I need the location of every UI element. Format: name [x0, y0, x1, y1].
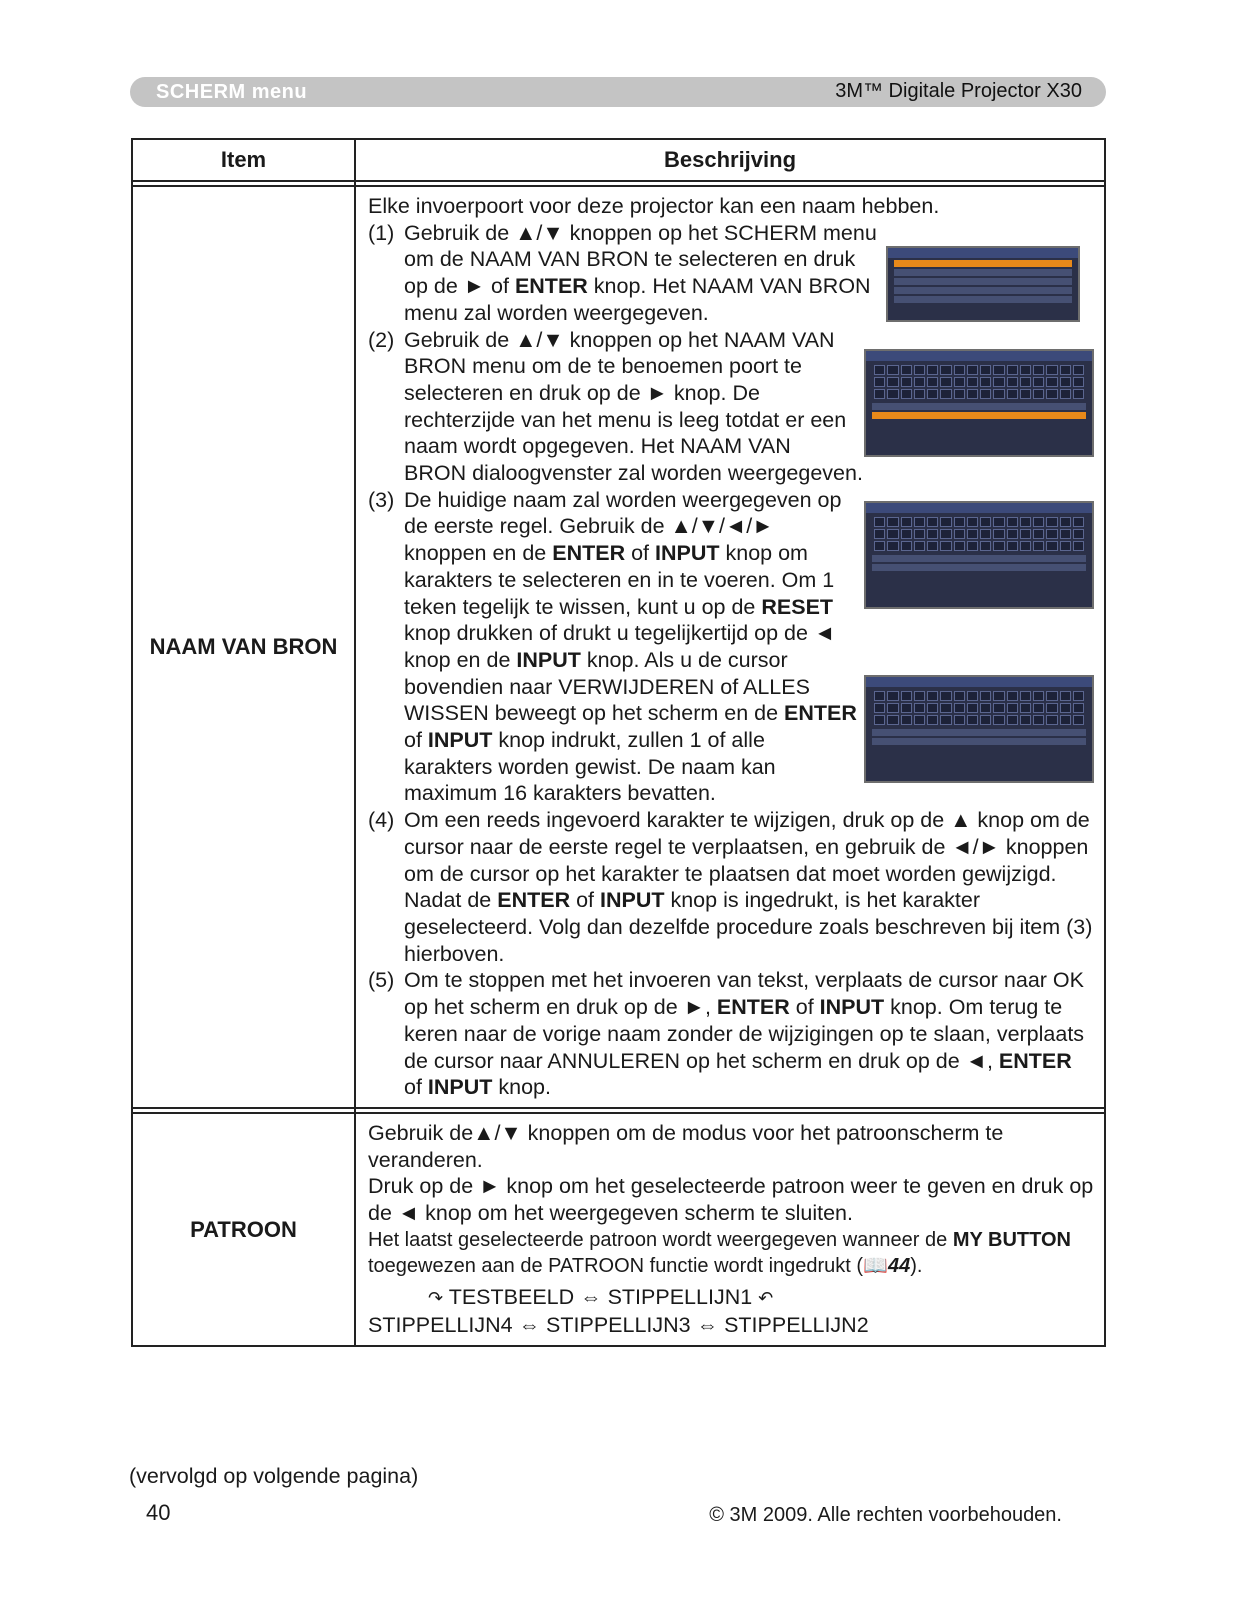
naam-dialog-screenshot-2: [864, 501, 1094, 609]
continued-note: (vervolgd op volgende pagina): [129, 1464, 419, 1488]
pattern-cycle: ↷ TESTBEELD ⇔ STIPPELLIJN1 ↶ STIPPELLIJN4 ⇔ STIPPELLIJN3 ⇔ STIPPELLIJN2: [368, 1285, 869, 1337]
step-2: (2) Gebruik de ▲/▼ knoppen op het NAAM VAN BRON menu om de te benoemen poort te selecteren en druk op de ► knop. De rechterzijde van het menu is leeg totdat er een naam wordt opgegeven. Het NAAM VAN BRON dialoogvenster zal worden weergegeven.: [368, 327, 1094, 487]
naam-dialog-screenshot-1: [864, 349, 1094, 457]
page-header-bar: [130, 77, 1106, 107]
step-4: (4) Om een reeds ingevoerd karakter te wijzigen, druk op de ▲ knop om de cursor naar de eerste regel te verplaatsen, en gebruik de ◄/► knoppen om de cursor op het karakter te plaatsen dat moet worden gewijzigd. Nadat de ENTER of INPUT knop is ingedrukt, is het karakter geselecteerd. Volg dan dezelfde procedure zoals beschreven bij item (3) hierboven.: [368, 808, 1093, 966]
step-1: (1) Gebruik de ▲/▼ knoppen op het SCHERM menu om de NAAM VAN BRON te selecteren en druk op de ► of ENTER knop. Het NAAM VAN BRON menu zal worden weergegeven.: [368, 220, 1094, 327]
item-naam-van-bron: NAAM VAN BRON: [132, 186, 355, 1108]
menu-table: [131, 138, 1106, 1347]
description-patroon: Gebruik de▲/▼ knoppen om de modus voor het patroonscherm te veranderen. Druk op de ► knop om het geselecteerde patroon weer te geven en druk op de ◄ knop om het weergegeven scherm te sluiten. Het laatst geselecteerde patroon wordt weergegeven wanneer de MY BUTTON toegewezen aan de PATROON functie wordt ingedrukt (📖44). ↷ TESTBEELD ⇔ STIPPELLIJN1 ↶ STIPPELLIJN4 ⇔ STIPPELLIJN3 ⇔ STIPPELLIJN2: [355, 1113, 1105, 1346]
column-header-description: Beschrijving: [355, 139, 1105, 181]
intro-text: Elke invoerpoort voor deze projector kan een naam hebben.: [368, 194, 940, 218]
copyright: © 3M 2009. Alle rechten voorbehouden.: [709, 1504, 1062, 1526]
step-3: (3) De huidige naam zal worden weergegeven op de eerste regel. Gebruik de ▲/▼/◄/► knoppen en de ENTER of INPUT knop om karakters te selecteren en in te voeren. Om 1 teken tegelijk te wissen, kunt u op de RESET knop drukken of drukt u tegelijkertijd op de ◄ knop en de INPUT knop. Als u de cursor bovendien naar VERWIJDEREN of ALLES WISSEN beweegt op het scherm en de ENTER of INPUT knop indrukt, zullen 1 of alle karakters worden gewist. De naam kan maximum 16 karakters bevatten.: [368, 487, 1094, 807]
page-number: 40: [146, 1500, 171, 1525]
patroon-my-button-note: Het laatst geselecteerde patroon wordt weergegeven wanneer de MY BUTTON toegewezen aan de PATROON functie wordt ingedrukt (📖44).: [368, 1228, 1071, 1278]
book-icon: 📖: [863, 1255, 888, 1278]
table-row-patroon: [132, 1113, 1105, 1346]
section-title: SCHERM menu: [156, 81, 308, 103]
step-5: (5) Om te stoppen met het invoeren van tekst, verplaats de cursor naar OK op het scherm en druk op de ►, ENTER of INPUT knop. Om terug te keren naar de vorige naam zonder de wijzigingen op te slaan, verplaats de cursor naar ANNULEREN op het scherm en druk op de ◄, ENTER of INPUT knop.: [368, 968, 1085, 1100]
page-reference: 44: [887, 1255, 911, 1278]
naam-van-bron-menu-screenshot: [886, 246, 1080, 322]
item-patroon: PATROON: [132, 1113, 355, 1346]
table-header-row: [132, 139, 1105, 181]
table-row-naam-van-bron: [132, 186, 1105, 1108]
naam-dialog-screenshot-3: [864, 675, 1094, 783]
cycle-return-arrow-icon: ↶: [758, 1288, 774, 1309]
cycle-start-arrow-icon: ↷: [428, 1288, 444, 1309]
product-name: 3M™ Digitale Projector X30: [835, 80, 1082, 102]
column-header-item: Item: [132, 139, 355, 181]
description-naam-van-bron: [355, 186, 1105, 1108]
